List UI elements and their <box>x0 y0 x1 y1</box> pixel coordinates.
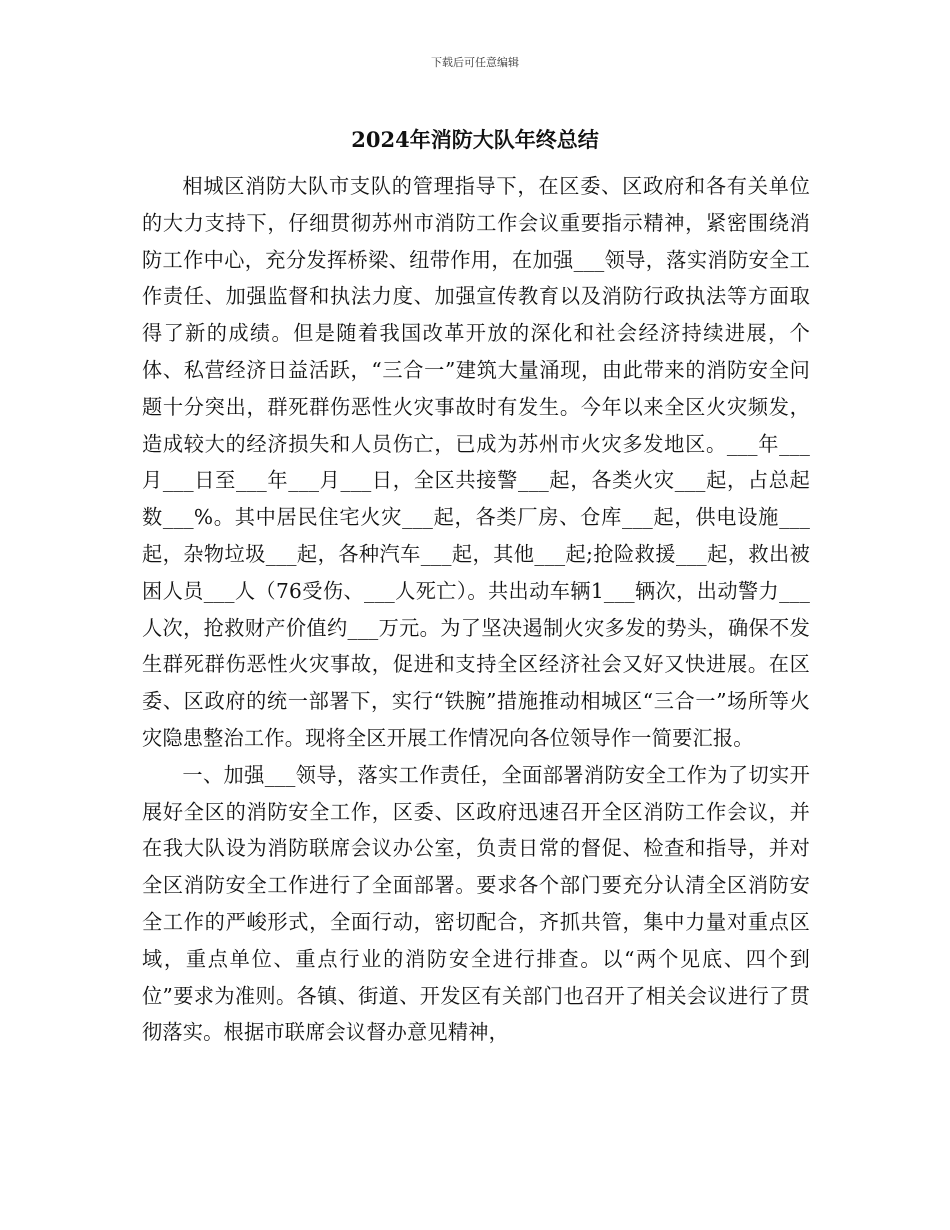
paragraph-section-one: 一、加强___领导，落实工作责任，全面部署消防安全工作为了切实开展好全区的消防安全工作，区委、区政府迅速召开全区消防工作会议，并在我大队设为消防联席会议办公室，负责日常的督促、检查和指导，并对全区消防安全工作进行了全面部署。要求各个部门要充分认清全区消防安全工作的严峻形式，全面行动，密切配合，齐抓共管，集中力量对重点区域，重点单位、重点行业的消防安全进行排查。以“两个见底、四个到位”要求为准则。各镇、街道、开发区有关部门也召开了相关会议进行了贯彻落实。根据市联席会议督办意见精神， <box>142 762 810 1045</box>
page-header-note: 下载后可任意编辑 <box>431 56 519 69</box>
paragraph-intro: 相城区消防大队市支队的管理指导下，在区委、区政府和各有关单位的大力支持下，仔细贯彻苏州市消防工作会议重要指示精神，紧密围绕消防工作中心，充分发挥桥梁、纽带作用，在加强___领导，落实消防安全工作责任、加强监督和执法力度、加强宣传教育以及消防行政执法等方面取得了新的成绩。但是随着我国改革开放的深化和社会经济持续进展，个体、私营经济日益活跃，“三合一”建筑大量涌现，由此带来的消防安全问题十分突出，群死群伤恶性火灾事故时有发生。今年以来全区火灾频发，造成较大的经济损失和人员伤亡，已成为苏州市火灾多发地区。___年___月___日至___年___月___日，全区共接警___起，各类火灾___起，占总起数___%。其中居民住宅火灾___起，各类厂房、仓库___起，供电设施___起，杂物垃圾___起，各种汽车___起，其他___起;抢险救援___起，救出被困人员___人（76受伤、___人死亡）。共出动车辆1___辆次，出动警力___人次，抢救财产价值约___万元。为了坚决遏制火灾多发的势头，确保不发生群死群伤恶性火灾事故，促进和支持全区经济社会又好又快进展。在区委、区政府的统一部署下，实行“铁腕”措施推动相城区“三合一”场所等火灾隐患整治工作。现将全区开展工作情况向各位领导作一简要汇报。 <box>142 174 810 750</box>
document-title: 2024年消防大队年终总结 <box>351 127 599 152</box>
document-body <box>142 168 810 1051</box>
